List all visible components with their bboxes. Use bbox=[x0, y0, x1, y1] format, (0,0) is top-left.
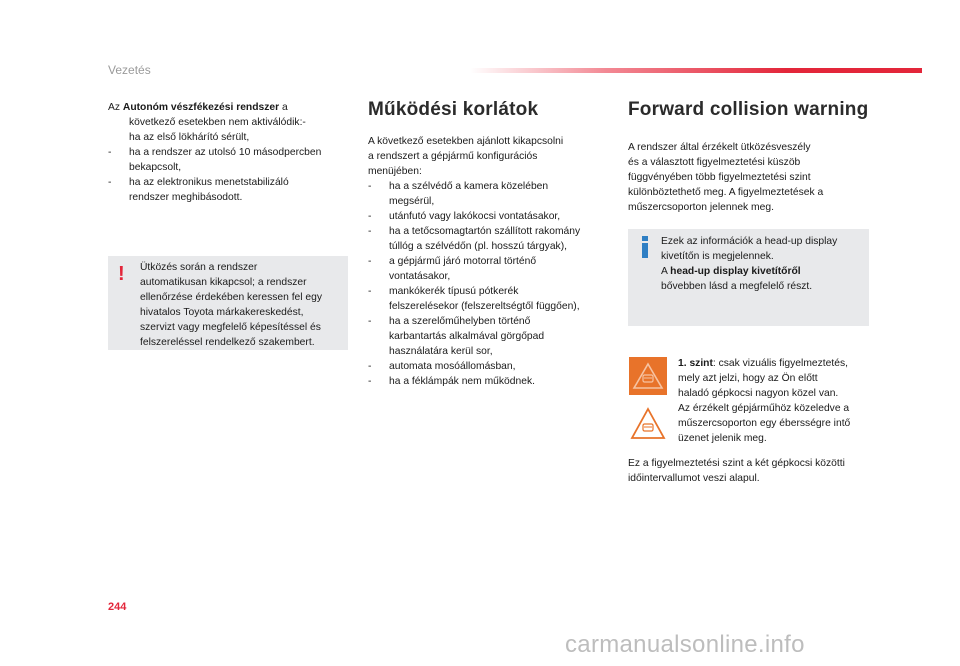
intro-paragraph: Az Autonóm vészfékezési rendszer a bbox=[108, 102, 288, 113]
list-item: - ha a féklámpák nem működnek. bbox=[368, 376, 535, 387]
header-accent-bar bbox=[470, 68, 922, 73]
section-heading-fcw: Forward collision warning bbox=[628, 99, 869, 120]
list-item: - a gépjármű járó motorral történő vontatásakor, bbox=[368, 256, 537, 282]
column-right bbox=[628, 100, 873, 215]
level1-description: 1. szint: csak vizuális figyelmeztetés, mely azt jelzi, hogy az Ön előtt haladó gépkocsi nagyon közel van. Az érzékelt gépjárműhöz közeledve a műszercsoporton egy ébersségre intő üzenet jelenik meg. bbox=[678, 358, 851, 444]
condition-list bbox=[108, 145, 348, 205]
list-item: - ha a szélvédő a kamera közelében megsérül, bbox=[368, 181, 549, 207]
limits-list bbox=[368, 179, 613, 389]
watermark: carmanualsonline.info bbox=[565, 631, 805, 658]
warning-text: Ütközés során a rendszer automatikusan kikapcsol; a rendszer ellenőrzése érdekében keressen fel egy hivatalos Toyota márkakereskedést, szervizt vagy megfelelő képesítéssel és felszereléssel rendelkező szakembert. bbox=[140, 262, 323, 348]
collision-warning-level1-icon bbox=[629, 357, 667, 395]
list-item: - utánfutó vagy lakókocsi vontatásakor, bbox=[368, 211, 561, 222]
list-item: - automata mosóállomásban, bbox=[368, 361, 516, 372]
system-name: Autonóm vészfékezési rendszer bbox=[122, 102, 280, 113]
level-basis-note: Ez a figyelmeztetési szint a két gépkocsi közötti időintervallumot veszi alapul. bbox=[628, 458, 845, 484]
column-middle bbox=[368, 100, 613, 389]
list-item: - ha a rendszer az utolsó 10 másodpercben bekapcsolt, bbox=[108, 147, 322, 173]
info-text: Ezek az információk a head-up display kivetítőn is megjelennek. A head-up display kivetítőről bővebben lásd a megfelelő részt. bbox=[661, 236, 838, 292]
list-item: - mankókerék típusú pótkerék felszerelésekor (felszereltségtől függően), bbox=[368, 286, 580, 312]
column-left bbox=[108, 100, 348, 205]
fcw-intro: A rendszer által érzékelt ütközésveszély és a választott figyelmeztetési küszöb függvényében több figyelmeztetési szint különböztethető meg. A figyelmeztetések a műszercsoporton jelennek meg. bbox=[628, 142, 824, 213]
exclamation-icon: ! bbox=[118, 263, 125, 285]
limits-intro: A következő esetekben ajánlott kikapcsolni a rendszert a gépjármű konfigurációs menüjében: bbox=[368, 136, 564, 177]
list-item: - ha az elektronikus menetstabilizáló rendszer meghibásodott. bbox=[108, 177, 289, 203]
section-heading-limits: Működési korlátok bbox=[368, 99, 539, 120]
warning-box bbox=[108, 256, 348, 350]
collision-warning-triangle-icon bbox=[629, 405, 667, 443]
section-title: Vezetés bbox=[108, 63, 151, 77]
info-box bbox=[628, 229, 869, 326]
intro-continuation-2: ha az első lökhárító sérült, bbox=[129, 132, 250, 143]
page-number: 244 bbox=[108, 601, 127, 613]
info-icon bbox=[638, 235, 652, 259]
list-item: - ha a tetőcsomagtartón szállított rakomány túllóg a szélvédőn (pl. hosszú tárgyak), bbox=[368, 226, 581, 252]
list-item: - ha a szerelőműhelyben történő karbantartás alkalmával görgőpad használatára kerül sor, bbox=[368, 316, 545, 357]
intro-continuation: következő esetekben nem aktiválódik:- bbox=[129, 117, 306, 128]
